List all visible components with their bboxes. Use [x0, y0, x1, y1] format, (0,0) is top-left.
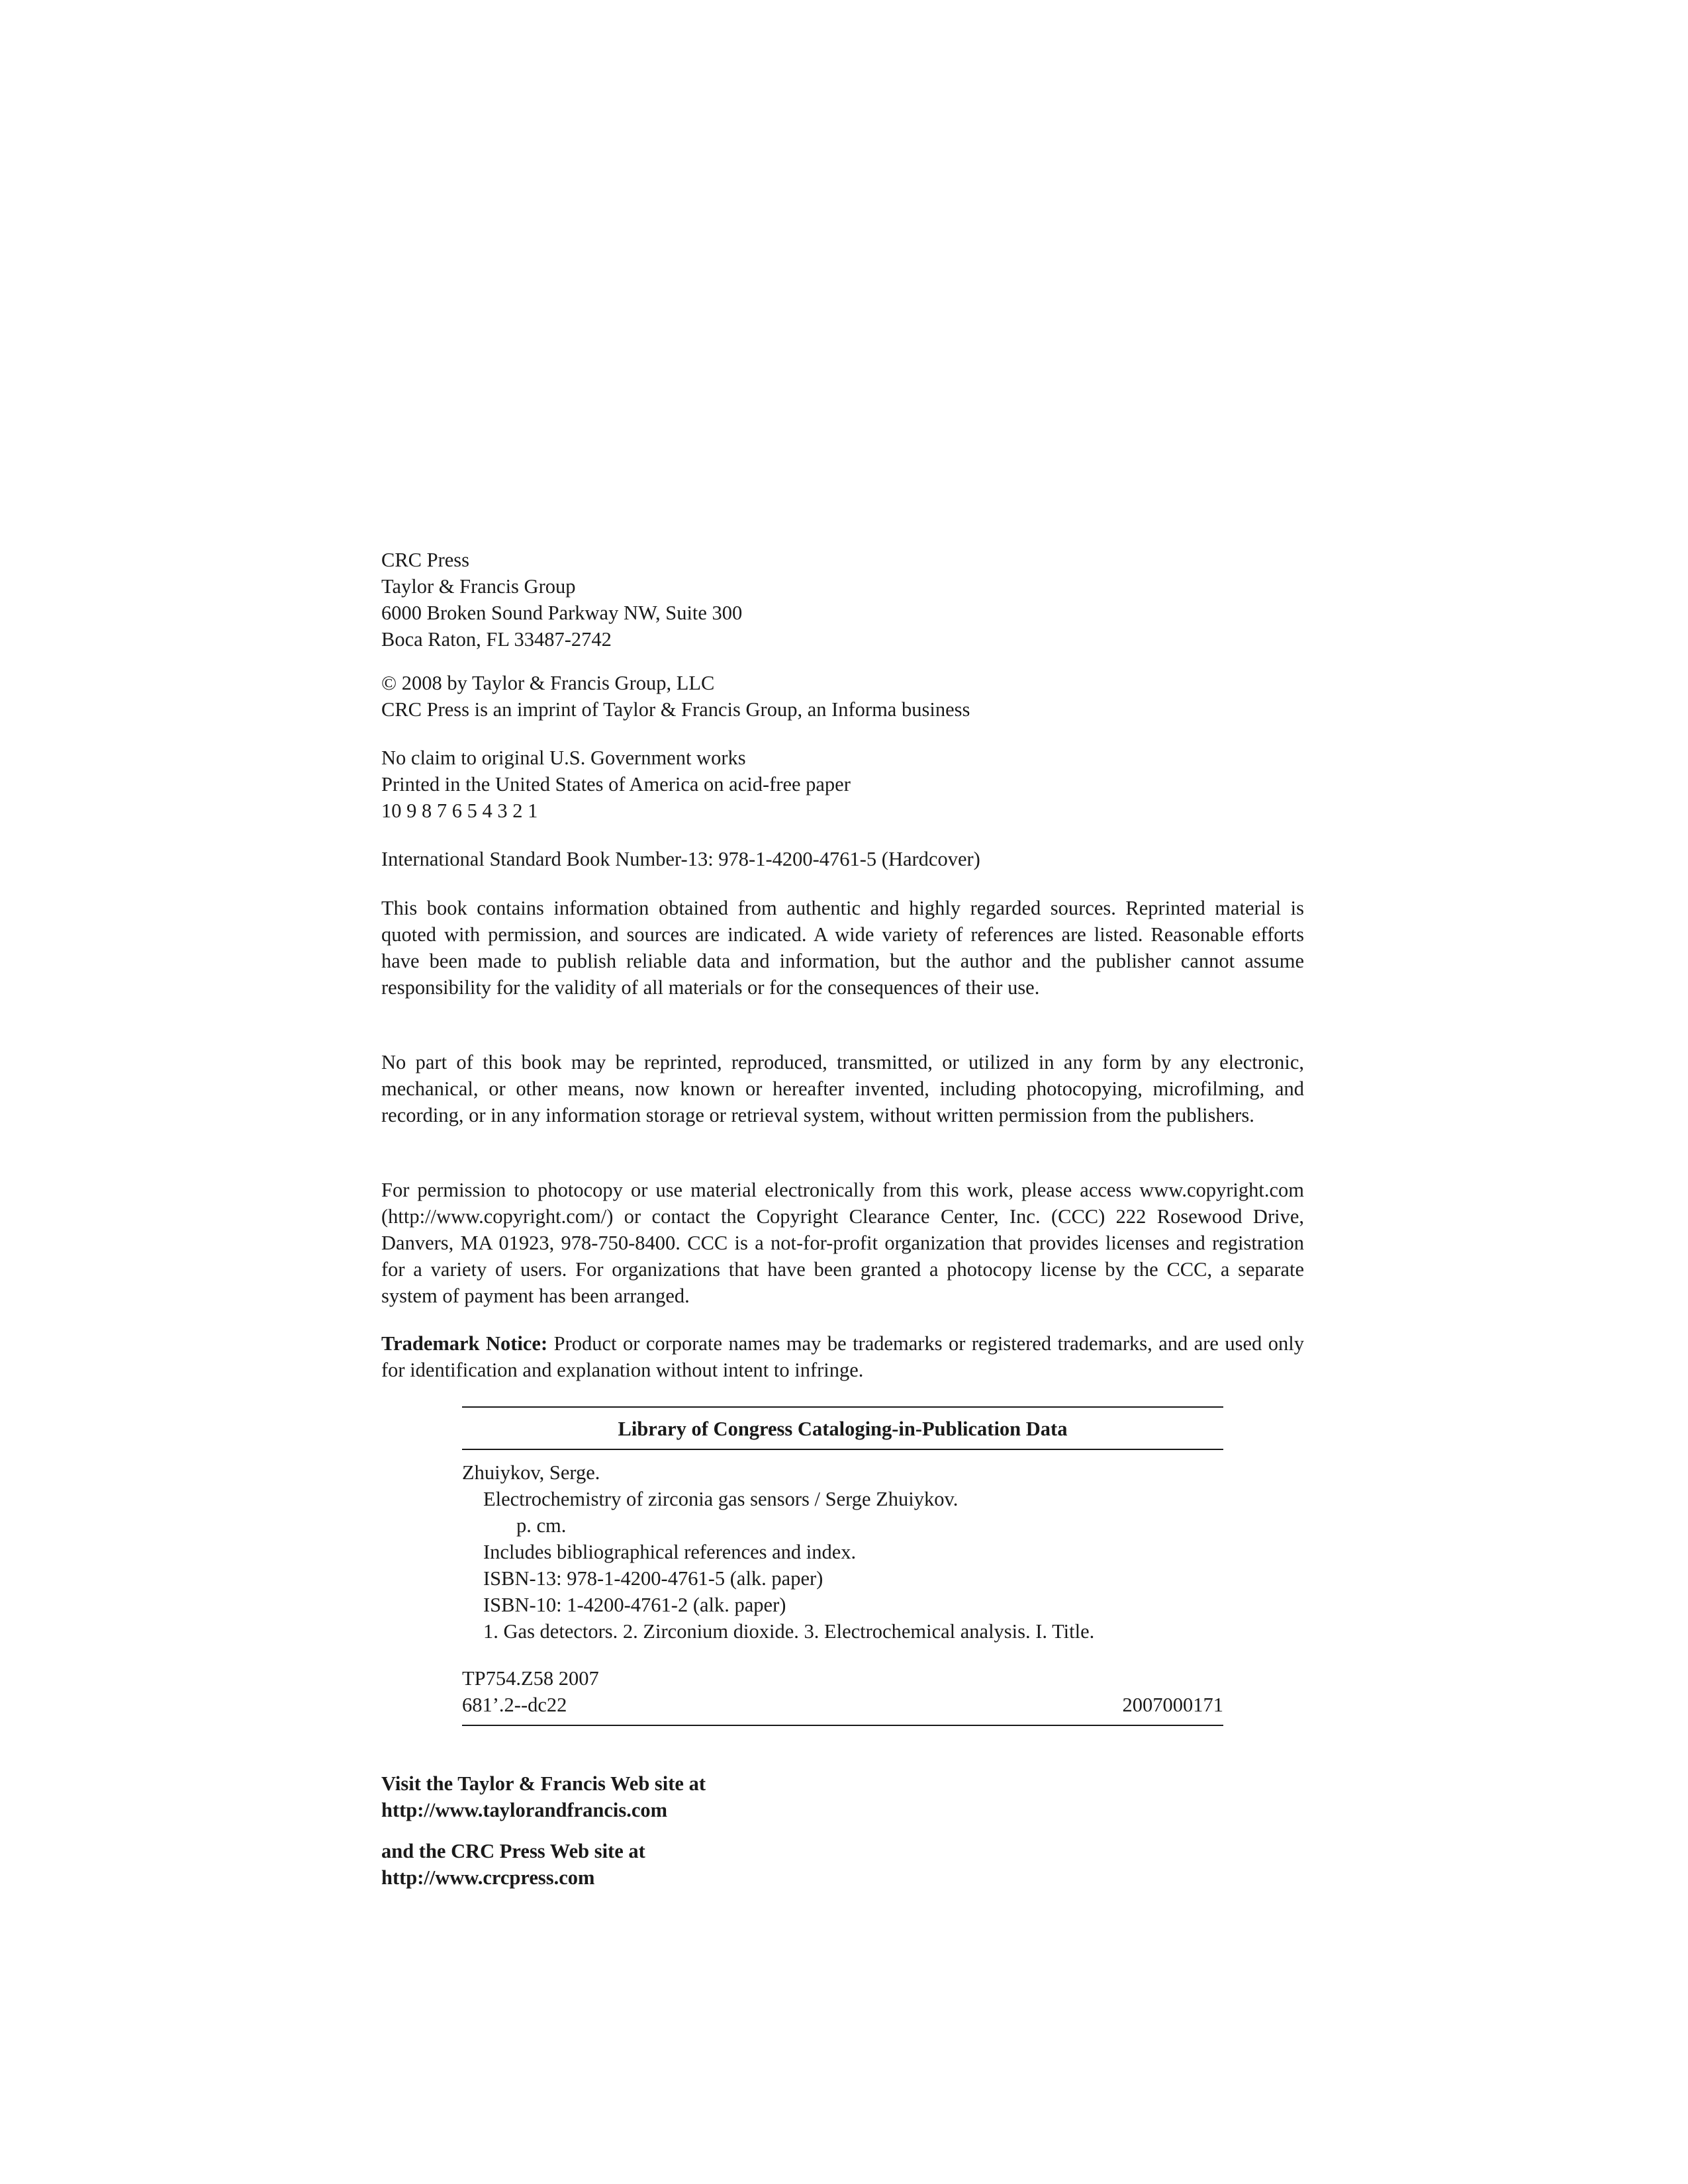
cip-control-number: 2007000171 — [1122, 1694, 1223, 1716]
taylor-francis-website — [381, 1770, 1304, 1823]
cip-spacer — [462, 1645, 1223, 1665]
crc-website-url: http://www.crcpress.com — [381, 1866, 595, 1889]
isbn-statement — [381, 846, 1304, 872]
publisher-address — [381, 547, 1304, 653]
printing-number-line: 10 9 8 7 6 5 4 3 2 1 — [381, 799, 538, 822]
sources-paragraph: This book contains information obtained from authentic and highly regarded sources. Reprinted material is quoted with permission, and sources are indicated. A wide variety of references are listed. Reasonable efforts have been made to publish reliable data and information, but the author and the publisher cannot assume responsibility for the validity of all materials or for the consequences of their use. — [381, 897, 1304, 999]
cip-notes: Includes bibliographical references and index. — [483, 1541, 857, 1563]
crc-press-website — [381, 1838, 1304, 1891]
cip-title: Library of Congress Cataloging-in-Publication Data — [618, 1418, 1068, 1440]
tf-website-url: http://www.taylorandfrancis.com — [381, 1799, 668, 1821]
cip-subjects: 1. Gas detectors. 2. Zirconium dioxide. 3. Electrochemical analysis. I. Title. — [483, 1620, 1095, 1643]
cip-lc-class: TP754.Z58 2007 — [462, 1667, 599, 1690]
cip-isbn10: ISBN-10: 1-4200-4761-2 (alk. paper) — [483, 1594, 786, 1616]
crc-website-label: and the CRC Press Web site at — [381, 1840, 645, 1862]
cip-physical-description: p. cm. — [516, 1514, 567, 1537]
copyright-line: © 2008 by Taylor & Francis Group, LLC — [381, 672, 715, 694]
copyright-notice — [381, 670, 1304, 723]
government-works-line: No claim to original U.S. Government works — [381, 747, 746, 769]
trademark-text: Product or corporate names may be trademarks or registered trademarks, and are used only for identification and explanation without intent to infringe. — [381, 1332, 1305, 1381]
cip-bottom-rule — [462, 1725, 1223, 1726]
trademark-paragraph — [381, 1330, 1304, 1383]
cip-dewey: 681’.2--dc22 — [462, 1694, 567, 1716]
rights-paragraph: No part of this book may be reprinted, reproduced, transmitted, or utilized in any form by any electronic, mechanical, or other means, now known or hereafter invented, including photocopying, microfilming, and recording, or in any information storage or retrieval system, without written permission from the publishers. — [381, 1051, 1304, 1126]
cip-isbn13: ISBN-13: 978-1-4200-4761-5 (alk. paper) — [483, 1567, 823, 1590]
publisher-group: Taylor & Francis Group — [381, 575, 576, 598]
cip-data-box — [462, 1406, 1223, 1726]
trademark-label: Trademark Notice: — [381, 1332, 548, 1355]
printing-info — [381, 745, 1304, 824]
printed-in-line: Printed in the United States of America on acid-free paper — [381, 773, 851, 796]
publisher-name: CRC Press — [381, 549, 470, 571]
cip-classification-row — [462, 1692, 1223, 1718]
publisher-city: Boca Raton, FL 33487-2742 — [381, 628, 612, 651]
isbn-statement-text: International Standard Book Number-13: 978-1-4200-4761-5 (Hardcover) — [381, 848, 980, 870]
publisher-street: 6000 Broken Sound Parkway NW, Suite 300 — [381, 602, 743, 624]
cip-author: Zhuiykov, Serge. — [462, 1461, 600, 1484]
imprint-line: CRC Press is an imprint of Taylor & Francis Group, an Informa business — [381, 698, 970, 721]
tf-website-label: Visit the Taylor & Francis Web site at — [381, 1772, 706, 1795]
cip-title-entry: Electrochemistry of zirconia gas sensors / Serge Zhuiykov. — [483, 1488, 959, 1510]
permission-paragraph: For permission to photocopy or use material electronically from this work, please access www.copyright.com (http://www.copyright.com/) or contact the Copyright Clearance Center, Inc. (CCC) 222 Rosewood Drive, Danvers, MA 01923, 978-750-8400. CCC is a not-for-profit organization that provides licenses and registration for a variety of users. For organizations that have been granted a photocopy license by the CCC, a separate system of payment has been arranged. — [381, 1179, 1304, 1307]
cip-body — [462, 1450, 1223, 1718]
